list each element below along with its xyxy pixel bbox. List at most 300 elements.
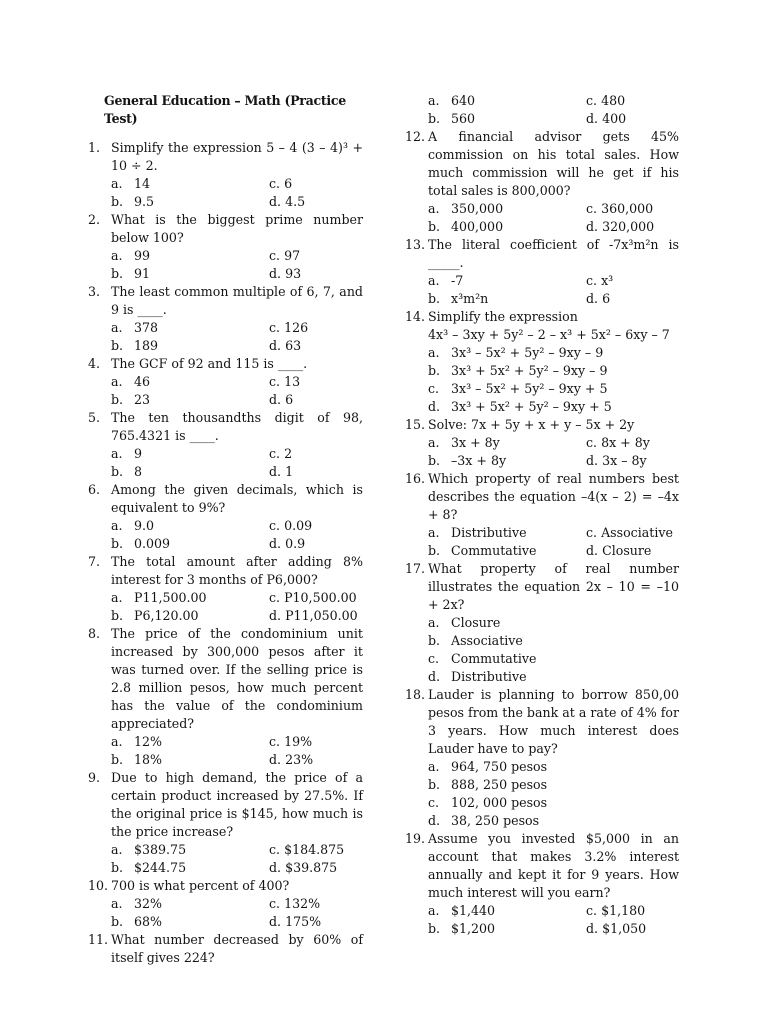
answer-option[interactable] (269, 391, 363, 409)
option-letter: c. (586, 435, 598, 450)
right-column (405, 92, 679, 938)
option-text: $1,200 (451, 921, 496, 936)
answer-option[interactable] (111, 319, 269, 337)
answer-option[interactable] (428, 218, 586, 236)
option-text: $1,440 (451, 903, 496, 918)
question-stem (405, 470, 679, 524)
option-text: x³m²n (451, 291, 489, 306)
option-letter: b. (428, 633, 441, 648)
question-number: 7. (88, 554, 101, 569)
answer-option[interactable] (428, 380, 679, 398)
answer-option[interactable] (428, 614, 679, 632)
option-letter: c. (269, 374, 281, 389)
option-text: 18% (134, 752, 162, 767)
question-text: Among the given decimals, which is equivalent to 9%? (111, 482, 363, 515)
question-options (88, 247, 363, 283)
question-list-left (88, 139, 363, 967)
question-number: 8. (88, 626, 101, 641)
option-text: 480 (601, 93, 626, 108)
question-item (405, 470, 679, 560)
question-item (405, 560, 679, 686)
answer-option[interactable] (586, 542, 679, 560)
question-text: The total amount after adding 8% interest for 3 months of P6,000? (111, 554, 363, 587)
option-letter: d. (586, 111, 599, 126)
option-text: 640 (451, 93, 476, 108)
answer-option[interactable] (269, 373, 363, 391)
option-letter: d. (269, 338, 282, 353)
answer-option[interactable] (269, 607, 363, 625)
question-options (88, 517, 363, 553)
option-letter: a. (428, 615, 440, 630)
question-options (405, 758, 679, 830)
option-letter: b. (111, 914, 124, 929)
question-text: Assume you invested $5,000 in an account that makes 3.2% interest annually and kept it for 9 years. How much interest will you earn? (428, 831, 679, 900)
option-text: $39.875 (285, 860, 338, 875)
option-letter: c. (586, 903, 598, 918)
option-letter: b. (428, 111, 441, 126)
option-letter: b. (428, 921, 441, 936)
question-stem (88, 409, 363, 445)
question-options (405, 272, 679, 308)
question-options (88, 445, 363, 481)
question-number: 18. (405, 687, 426, 702)
answer-option[interactable] (428, 812, 679, 830)
question-text: Lauder is planning to borrow 850,00 pesos from the bank at a rate of 4% for 3 years. How much interest does Lauder have to pay? (428, 687, 679, 756)
option-text: 350,000 (451, 201, 504, 216)
answer-option[interactable] (428, 362, 679, 380)
option-text: Distributive (451, 525, 527, 540)
answer-option[interactable] (586, 902, 679, 920)
option-text: P11,500.00 (134, 590, 207, 605)
option-text: 13 (284, 374, 301, 389)
question-text: Simplify the expression 4x³ – 3xy + 5y² – 2 – x³ + 5x² – 6xy – 7 (428, 309, 670, 342)
answer-option[interactable] (269, 175, 363, 193)
option-letter: c. (269, 446, 281, 461)
option-letter: d. (428, 669, 441, 684)
option-letter: d. (586, 921, 599, 936)
option-letter: b. (428, 219, 441, 234)
option-text: 0.9 (285, 536, 306, 551)
question-number: 15. (405, 417, 426, 432)
answer-option[interactable] (428, 902, 586, 920)
option-text: 91 (134, 266, 151, 281)
answer-option[interactable] (586, 524, 679, 542)
option-text: 378 (134, 320, 159, 335)
option-letter: b. (111, 860, 124, 875)
option-text: 0.009 (134, 536, 171, 551)
option-letter: b. (111, 392, 124, 407)
answer-option[interactable] (428, 344, 679, 362)
answer-option[interactable] (269, 337, 363, 355)
question-item (88, 283, 363, 355)
option-letter: c. (586, 201, 598, 216)
question-stem (405, 416, 679, 434)
answer-option[interactable] (269, 895, 363, 913)
option-text: Commutative (451, 543, 537, 558)
option-text: 132% (284, 896, 321, 911)
option-letter: c. (269, 248, 281, 263)
question-stem (405, 560, 679, 614)
option-text: 23% (285, 752, 314, 767)
answer-option[interactable] (269, 589, 363, 607)
option-letter: d. (586, 453, 599, 468)
question-stem (88, 877, 363, 895)
question-item (88, 481, 363, 553)
option-text: 32% (134, 896, 162, 911)
answer-option[interactable] (111, 751, 269, 769)
question-options (405, 344, 679, 416)
answer-option[interactable] (428, 434, 586, 452)
option-text: 964, 750 pesos (451, 759, 548, 774)
option-text: 4.5 (285, 194, 306, 209)
option-text: 3x + 8y (451, 435, 500, 450)
answer-option[interactable] (111, 841, 269, 859)
option-text: 3x³ + 5x² + 5y² – 9xy – 9 (451, 363, 608, 378)
option-text: 3x – 8y (602, 453, 647, 468)
answer-option[interactable] (269, 859, 363, 877)
answer-option[interactable] (269, 247, 363, 265)
question-item (88, 355, 363, 409)
option-letter: c. (586, 273, 598, 288)
question-text: What number decreased by 60% of itself gives 224? (111, 932, 363, 965)
answer-option[interactable] (428, 200, 586, 218)
question-stem (405, 830, 679, 902)
answer-option[interactable] (428, 776, 679, 794)
question-number: 1. (88, 140, 101, 155)
option-text: P6,120.00 (134, 608, 199, 623)
answer-option[interactable] (428, 92, 586, 110)
option-text: $389.75 (134, 842, 187, 857)
answer-option[interactable] (586, 218, 679, 236)
option-text: 0.09 (284, 518, 313, 533)
answer-option[interactable] (428, 632, 679, 650)
question-number: 3. (88, 284, 101, 299)
option-letter: d. (269, 536, 282, 551)
option-text: $1,180 (601, 903, 646, 918)
option-letter: a. (111, 590, 123, 605)
answer-option[interactable] (111, 535, 269, 553)
option-text: 97 (284, 248, 301, 263)
question-number: 4. (88, 356, 101, 371)
answer-option[interactable] (269, 841, 363, 859)
question-text: The GCF of 92 and 115 is ____. (111, 356, 308, 371)
option-letter: c. (269, 896, 281, 911)
question-number: 6. (88, 482, 101, 497)
option-letter: a. (111, 176, 123, 191)
option-letter: d. (269, 752, 282, 767)
answer-option[interactable] (428, 542, 586, 560)
question-options (88, 841, 363, 877)
option-text: 63 (285, 338, 302, 353)
question-item (88, 409, 363, 481)
option-letter: b. (428, 453, 441, 468)
option-letter: a. (111, 374, 123, 389)
option-letter: c. (428, 795, 440, 810)
answer-option[interactable] (269, 445, 363, 463)
question-options (88, 589, 363, 625)
answer-option[interactable] (111, 607, 269, 625)
question-list-right (405, 128, 679, 938)
option-letter: a. (428, 201, 440, 216)
answer-option[interactable] (428, 272, 586, 290)
question-text: Which property of real numbers best describes the equation –4(x – 2) = –4x + 8? (428, 471, 679, 522)
option-letter: d. (586, 219, 599, 234)
answer-option[interactable] (111, 445, 269, 463)
option-text: 9 (134, 446, 143, 461)
answer-option[interactable] (111, 589, 269, 607)
answer-option[interactable] (428, 398, 679, 416)
option-letter: a. (428, 273, 440, 288)
option-letter: d. (269, 392, 282, 407)
question-stem (88, 211, 363, 247)
question-item (405, 308, 679, 416)
question-item (405, 686, 679, 830)
option-text: Associative (601, 525, 673, 540)
question-item (405, 236, 679, 308)
question-item (88, 139, 363, 211)
option-letter: c. (586, 525, 598, 540)
option-letter: a. (428, 759, 440, 774)
question-item (405, 416, 679, 470)
option-letter: d. (428, 813, 441, 828)
option-letter: b. (428, 363, 441, 378)
question-number: 2. (88, 212, 101, 227)
question-11-options (405, 92, 679, 128)
option-text: $244.75 (134, 860, 187, 875)
answer-option[interactable] (586, 920, 679, 938)
question-stem (88, 283, 363, 319)
option-letter: c. (428, 381, 440, 396)
question-options (405, 614, 679, 686)
option-letter: b. (111, 266, 124, 281)
question-text: A financial advisor gets 45% commission on his total sales. How much commission will he get if his total sales is 800,000? (428, 129, 679, 198)
answer-option[interactable] (269, 535, 363, 553)
option-text: 3x³ + 5x² + 5y² – 9xy + 5 (451, 399, 612, 414)
question-text: What is the biggest prime number below 100? (111, 212, 363, 245)
option-letter: b. (428, 777, 441, 792)
question-text: Solve: 7x + 5y + x + y – 5x + 2y (428, 417, 635, 432)
option-text: 6 (285, 392, 294, 407)
question-text: Simplify the expression 5 – 4 (3 – 4)³ + 10 ÷ 2. (111, 140, 363, 173)
answer-option[interactable] (269, 733, 363, 751)
answer-option[interactable] (586, 200, 679, 218)
question-item (88, 553, 363, 625)
question-text: 700 is what percent of 400? (111, 878, 290, 893)
question-options (405, 524, 679, 560)
answer-option[interactable] (269, 265, 363, 283)
answer-option[interactable] (111, 895, 269, 913)
answer-option[interactable] (586, 110, 679, 128)
option-text: 320,000 (602, 219, 655, 234)
question-options (405, 434, 679, 470)
option-text: x³ (601, 273, 614, 288)
option-letter: c. (269, 518, 281, 533)
option-letter: a. (111, 896, 123, 911)
option-letter: c. (269, 734, 281, 749)
answer-option[interactable] (269, 913, 363, 931)
question-options (405, 902, 679, 938)
answer-option[interactable] (111, 175, 269, 193)
option-text: 400,000 (451, 219, 504, 234)
answer-option[interactable] (428, 290, 586, 308)
question-text: The literal coefficient of -7x³m²n is _____. (428, 237, 679, 270)
question-number: 16. (405, 471, 426, 486)
option-text: 68% (134, 914, 162, 929)
question-item (88, 625, 363, 769)
answer-option[interactable] (111, 913, 269, 931)
answer-option[interactable] (111, 373, 269, 391)
option-text: 6 (602, 291, 611, 306)
option-text: 8 (134, 464, 143, 479)
answer-option[interactable] (428, 110, 586, 128)
question-stem (88, 769, 363, 841)
answer-option[interactable] (269, 319, 363, 337)
answer-option[interactable] (428, 794, 679, 812)
option-letter: c. (269, 842, 281, 857)
option-text: Distributive (451, 669, 527, 684)
option-text: 9.5 (134, 194, 155, 209)
option-letter: c. (269, 176, 281, 191)
option-text: 3x³ – 5x² + 5y² – 9xy + 5 (451, 381, 608, 396)
option-text: 14 (134, 176, 151, 191)
option-letter: a. (428, 93, 440, 108)
option-text: 38, 250 pesos (451, 813, 540, 828)
option-letter: d. (269, 914, 282, 929)
option-letter: c. (586, 93, 598, 108)
question-expression: 4x³ – 3xy + 5y² – 2 – x³ + 5x² – 6xy – 7 (428, 327, 670, 342)
answer-option[interactable] (269, 463, 363, 481)
question-text: What property of real number illustrates the equation 2x – 10 = –10 + 2x? (428, 561, 679, 612)
option-letter: b. (428, 543, 441, 558)
option-text: 46 (134, 374, 151, 389)
option-letter: a. (111, 842, 123, 857)
option-text: 19% (284, 734, 313, 749)
answer-option[interactable] (269, 751, 363, 769)
option-text: P10,500.00 (284, 590, 357, 605)
option-text: 99 (134, 248, 151, 263)
question-item (405, 128, 679, 236)
question-text: The least common multiple of 6, 7, and 9 is ____. (111, 284, 363, 317)
question-item (405, 830, 679, 938)
question-stem (405, 236, 679, 272)
answer-option[interactable] (111, 265, 269, 283)
option-letter: d. (269, 194, 282, 209)
question-number: 9. (88, 770, 101, 785)
option-letter: d. (586, 291, 599, 306)
option-letter: a. (428, 903, 440, 918)
question-text: Due to high demand, the price of a certain product increased by 27.5%. If the original price is $145, how much is the price increase? (111, 770, 363, 839)
answer-option[interactable] (111, 517, 269, 535)
option-letter: a. (111, 734, 123, 749)
question-stem (405, 686, 679, 758)
question-item (88, 931, 363, 967)
option-text: $1,050 (602, 921, 647, 936)
question-number: 17. (405, 561, 426, 576)
option-letter: b. (428, 291, 441, 306)
option-letter: c. (269, 590, 281, 605)
option-text: 1 (285, 464, 294, 479)
answer-option[interactable] (586, 434, 679, 452)
option-letter: a. (428, 525, 440, 540)
option-text: 12% (134, 734, 162, 749)
question-stem (88, 481, 363, 517)
option-text: 3x³ – 5x² + 5y² – 9xy – 9 (451, 345, 604, 360)
option-letter: d. (428, 399, 441, 414)
option-letter: a. (111, 320, 123, 335)
answer-option[interactable] (428, 758, 679, 776)
answer-option[interactable] (269, 193, 363, 211)
answer-option[interactable] (428, 668, 679, 686)
option-letter: b. (111, 536, 124, 551)
answer-option[interactable] (586, 290, 679, 308)
option-letter: a. (111, 446, 123, 461)
answer-option[interactable] (111, 859, 269, 877)
answer-option[interactable] (586, 92, 679, 110)
option-letter: d. (269, 464, 282, 479)
option-text: Commutative (451, 651, 537, 666)
question-number: 19. (405, 831, 426, 846)
option-text: 888, 250 pesos (451, 777, 548, 792)
answer-option[interactable] (586, 272, 679, 290)
option-letter: a. (428, 435, 440, 450)
answer-option[interactable] (111, 391, 269, 409)
answer-option[interactable] (428, 452, 586, 470)
option-letter: d. (269, 608, 282, 623)
question-text: The price of the condominium unit increased by 300,000 pesos after it was turned over. If the selling price is 2.8 million pesos, how much percent has the value of the condominium appreciated? (111, 626, 363, 731)
answer-option[interactable] (111, 733, 269, 751)
answer-option[interactable] (111, 463, 269, 481)
option-text: -7 (451, 273, 464, 288)
option-text: 102, 000 pesos (451, 795, 548, 810)
answer-option[interactable] (111, 193, 269, 211)
option-text: 23 (134, 392, 151, 407)
question-item (88, 769, 363, 877)
question-item (88, 211, 363, 283)
answer-option[interactable] (111, 247, 269, 265)
option-letter: b. (111, 608, 124, 623)
option-letter: a. (111, 518, 123, 533)
answer-option[interactable] (428, 920, 586, 938)
question-item (88, 877, 363, 931)
option-text: $184.875 (284, 842, 345, 857)
option-letter: d. (586, 543, 599, 558)
answer-option[interactable] (111, 337, 269, 355)
question-options (88, 373, 363, 409)
question-stem (88, 931, 363, 967)
option-letter: c. (269, 320, 281, 335)
question-number: 13. (405, 237, 426, 252)
answer-option[interactable] (428, 650, 679, 668)
question-number: 14. (405, 309, 426, 324)
question-options (88, 175, 363, 211)
option-letter: d. (269, 860, 282, 875)
option-letter: b. (111, 752, 124, 767)
option-letter: b. (111, 464, 124, 479)
question-options (405, 200, 679, 236)
question-number: 11. (88, 932, 109, 947)
option-text: 8x + 8y (601, 435, 650, 450)
question-stem (88, 355, 363, 373)
answer-option[interactable] (428, 524, 586, 542)
answer-option[interactable] (586, 452, 679, 470)
option-text: P11,050.00 (285, 608, 358, 623)
question-stem (405, 128, 679, 200)
question-options (88, 319, 363, 355)
option-text: 2 (284, 446, 293, 461)
option-letter: a. (111, 248, 123, 263)
answer-option[interactable] (269, 517, 363, 535)
option-text: 560 (451, 111, 476, 126)
